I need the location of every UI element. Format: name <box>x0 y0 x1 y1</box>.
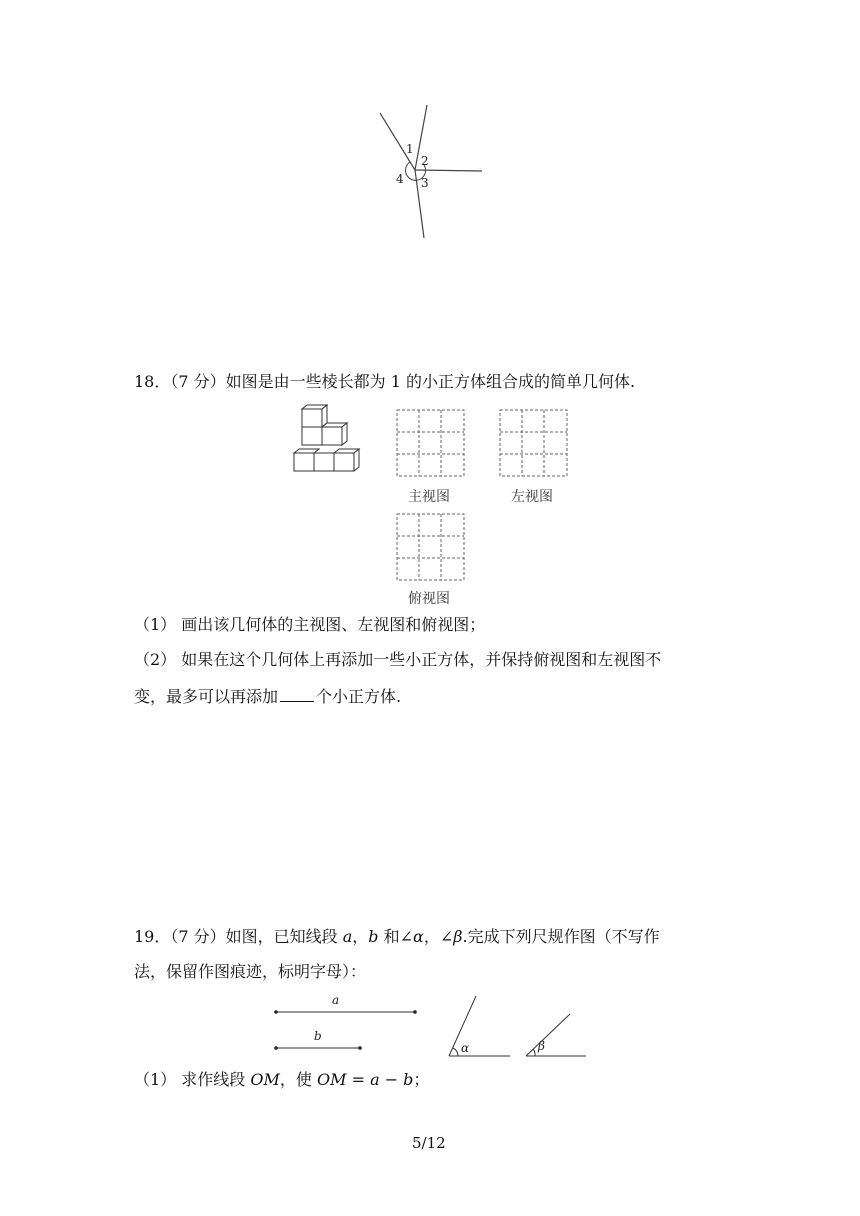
angle-label-3: 3 <box>421 176 429 190</box>
beta-label: β <box>538 1039 545 1053</box>
q18-part2-text-a: 变，最多可以再添加 <box>134 687 279 706</box>
q19-sep: ， <box>352 927 369 946</box>
top-view-label: 俯视图 <box>408 591 450 607</box>
front-view-grid <box>396 409 466 477</box>
q19-part1-end: ； <box>413 1070 430 1089</box>
page-number: 5/12 <box>412 1134 446 1152</box>
segment-a-label: a <box>332 993 340 1007</box>
angle-label-4: 4 <box>396 172 404 186</box>
q19-part1-a: （1） 求作线段 <box>134 1070 246 1089</box>
left-view-grid <box>499 409 569 477</box>
q19-and: 和 <box>378 927 400 946</box>
q19-part1 <box>134 1072 429 1088</box>
left-view-label: 左视图 <box>511 489 553 505</box>
equation: OM = a − b <box>316 1070 414 1089</box>
q18-stem: 18．（7 分）如图是由一些棱长都为 1 的小正方体组合成的简单几何体. <box>134 372 636 391</box>
angles-figure <box>444 992 590 1060</box>
cube-solid-figure <box>292 404 364 476</box>
segment-b-label: b <box>314 1029 322 1043</box>
segments-figure <box>268 988 424 1054</box>
q18-part2-text-b: 个小正方体. <box>316 687 402 706</box>
angle-alpha: ∠α <box>399 927 424 946</box>
front-view-label: 主视图 <box>408 489 450 505</box>
var-b: b <box>368 927 379 946</box>
var-a: a <box>342 927 353 946</box>
answer-blank[interactable] <box>280 687 314 702</box>
angle-figure <box>360 95 500 245</box>
q19-stem-line2: 法，保留作图痕迹，标明字母）： <box>134 962 367 981</box>
q18-part2-line1: （2） 如果在这个几何体上再添加一些小正方体，并保持俯视图和左视图不 <box>134 650 662 669</box>
q19-part1-b: ，使 <box>279 1070 312 1089</box>
q19-stem-b: .完成下列尺规作图（不写作 <box>462 927 660 946</box>
angle-label-1: 1 <box>406 142 414 156</box>
q18-part1: （1） 画出该几何体的主视图、左视图和俯视图； <box>134 615 486 634</box>
alpha-label: α <box>461 1041 470 1055</box>
angle-beta-side <box>526 1014 570 1056</box>
q18-part2-line2 <box>134 687 401 705</box>
q19-stem-a: 19．（7 分）如图，已知线段 <box>134 927 338 946</box>
angle-beta: ∠β <box>439 927 463 946</box>
top-view-grid <box>396 513 466 581</box>
angle-label-2: 2 <box>421 154 429 168</box>
q19-stem-line1 <box>134 929 660 945</box>
q19-sep-2: ， <box>423 927 440 946</box>
segment-om: OM <box>250 1070 280 1089</box>
